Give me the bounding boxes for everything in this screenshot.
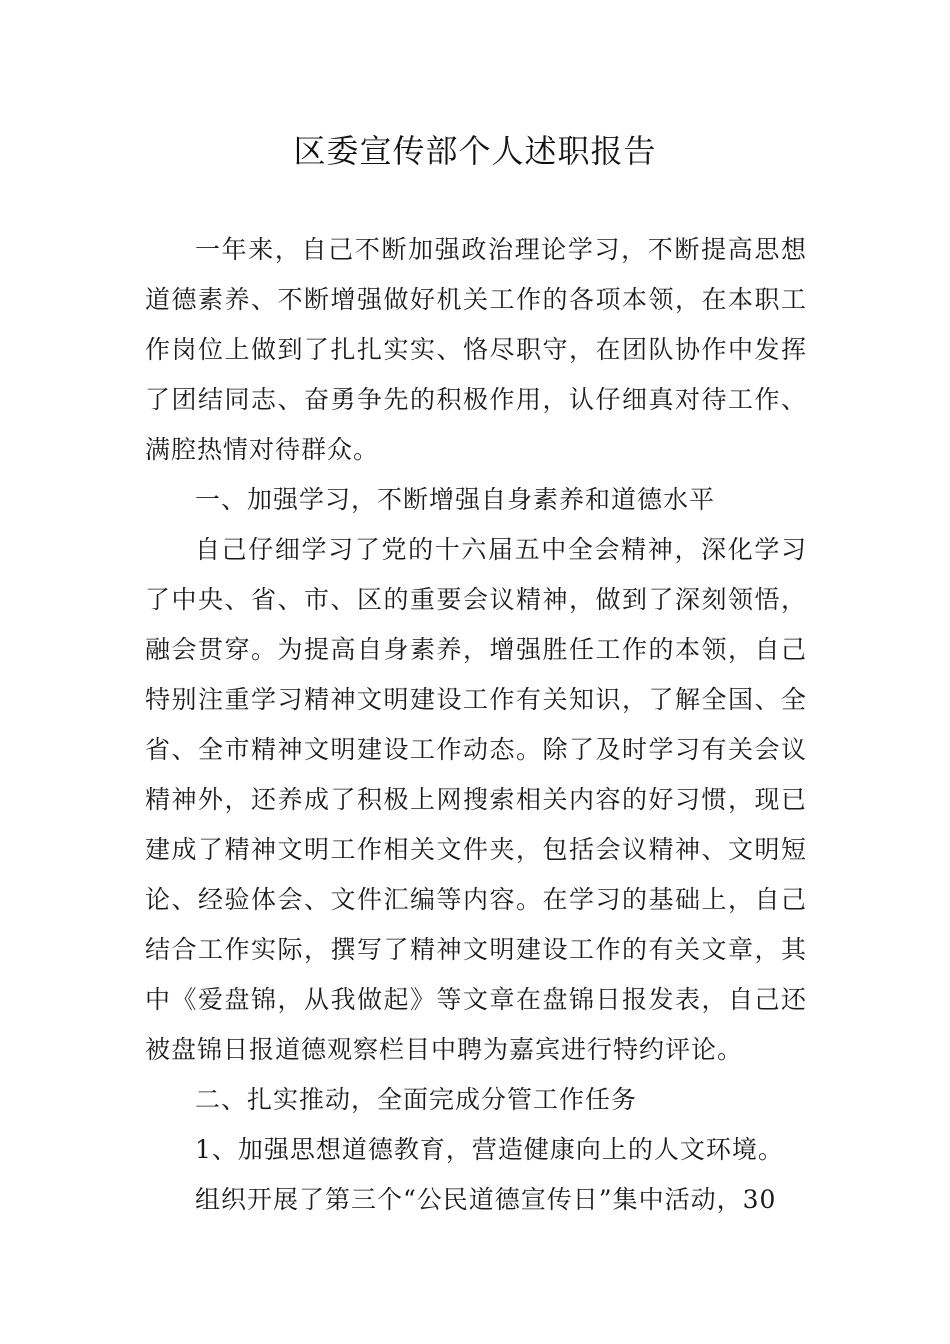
section-heading-1: 一、加强学习，不断增强自身素养和道德水平 [195,485,716,514]
section-heading-2: 二、扎实推动，全面完成分管工作任务 [195,1085,638,1114]
subsection-heading-1: 1、加强思想道德教育，营造健康向上的人文环境。 [195,1135,784,1164]
paragraph-activity: 组织开展了第三个“公民道德宣传日”集中活动，30 [195,1185,777,1214]
document-title: 区委宣传部个人述职报告 [293,132,657,170]
paragraph-study: 自己仔细学习了党的十六届五中全会精神，深化学习了中央、省、市、区的重要会议精神，做到了深刻领悟，融会贯穿。为提高自身素养，增强胜任工作的本领，自己特别注重学习精神文明建设工作有关知识，了解全国、全省、全市精神文明建设工作动态。除了及时学习有关会议精神外，还养成了积极上网搜索相关内容的好习惯，现已建成了精神文明工作相关文件夹，包括会议精神、文明短论、经验体会、文件汇编等内容。在学习的基础上，自己结合工作实际，撰写了精神文明建设工作的有关文章，其中《爱盘锦，从我做起》等文章在盘锦日报发表，自己还被盘锦日报道德观察栏目中聘为嘉宾进行特约评论。 [145,535,807,1064]
document-body [145,225,807,1225]
paragraph-intro: 一年来，自己不断加强政治理论学习，不断提高思想道德素养、不断增强做好机关工作的各项本领，在本职工作岗位上做到了扎扎实实、恪尽职守，在团队协作中发挥了团结同志、奋勇争先的积极作用，认仔细真对待工作、满腔热情对待群众。 [145,235,807,464]
